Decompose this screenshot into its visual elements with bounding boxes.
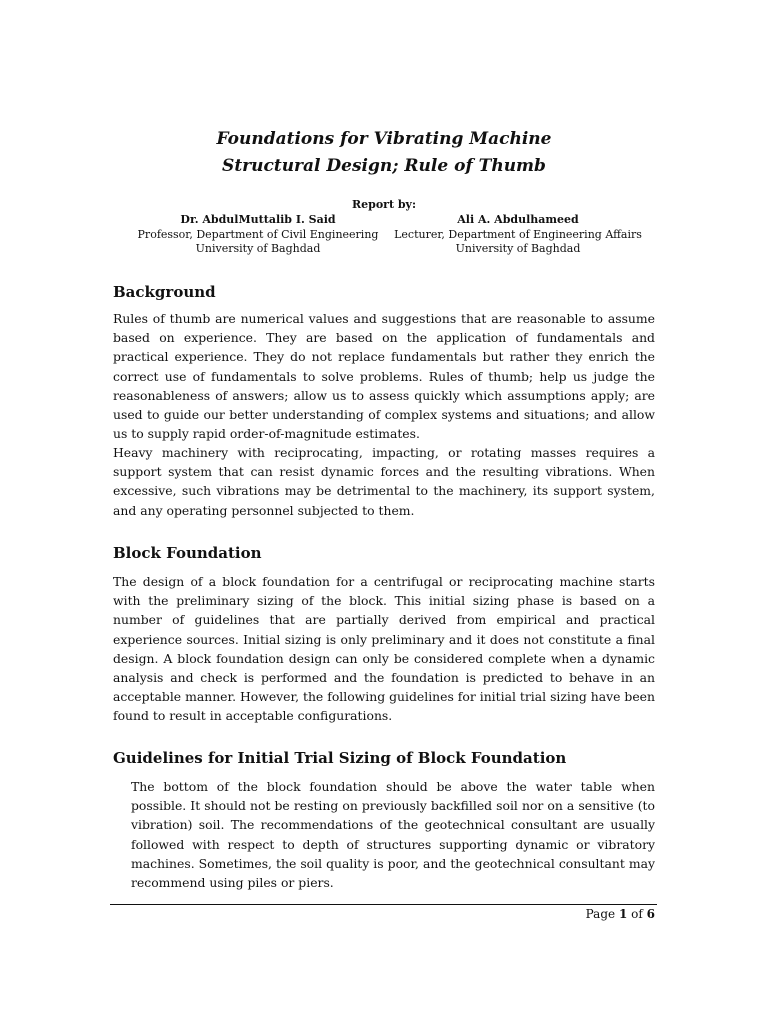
of-word: of bbox=[631, 907, 643, 921]
background-paragraph-2: Heavy machinery with reciprocating, impacting, or rotating masses requires a support system that can resist dynamic forces and the resulting vibrations. When excessive, such vibrations may be detrimental to the machinery, its support system, and any operating personnel subjected to them. bbox=[113, 445, 655, 518]
author-affiliation: University of Baghdad bbox=[195, 242, 321, 255]
author-position: Professor, Department of Civil Engineering bbox=[137, 227, 379, 241]
author-name: Ali A. Abdulhameed bbox=[457, 213, 579, 226]
background-paragraph-1: Rules of thumb are numerical values and suggestions that are reasonable to assume based on experience. They are based on the application of fundamentals and practical experience. They do not replace fundamentals but rather they enrich the correct use of fundamentals to solve problems. Rules of thumb; help us judge the reasonableness of answers; allow us to assess quickly which assumptions apply; are used to guide our better understanding of complex systems and situations; and allow us to supply rapid order-of-magnitude estimates. bbox=[113, 311, 655, 442]
total-pages: 6 bbox=[646, 907, 655, 921]
title-line-2: Structural Design; Rule of Thumb bbox=[222, 156, 546, 176]
title-line-1: Foundations for Vibrating Machine bbox=[216, 129, 552, 149]
author-name: Dr. AbdulMuttalib I. Said bbox=[180, 213, 336, 226]
section-heading-block-foundation: Block Foundation bbox=[113, 544, 262, 562]
current-page: 1 bbox=[618, 907, 628, 921]
section-heading-background: Background bbox=[113, 283, 216, 301]
section-heading-guidelines: Guidelines for Initial Trial Sizing of Block Foundation bbox=[113, 749, 567, 767]
report-by-label: Report by: bbox=[351, 198, 417, 211]
page-word: Page bbox=[585, 907, 616, 921]
page-number bbox=[586, 906, 655, 922]
block-foundation-paragraph: The design of a block foundation for a centrifugal or reciprocating machine starts with the preliminary sizing of the block. This initial sizing phase is based on a number of guidelines that are partially derived from empirical and practical experience sources. Initial sizing is only preliminary and it does not constitute a final design. A block foundation design can only be considered complete when a dynamic analysis and check is performed and the foundation is predicted to behave in an acceptable manner. However, the following guidelines for initial trial sizing have been found to result in acceptable configurations. bbox=[113, 574, 655, 724]
footer-divider bbox=[110, 904, 657, 905]
author-block-1 bbox=[128, 213, 388, 257]
author-block-2 bbox=[388, 213, 648, 257]
guidelines-paragraph: The bottom of the block foundation should be above the water table when possible. It should not be resting on previously backfilled soil nor on a sensitive (to vibration) soil. The recommendations of the geotechnical consultant are usually followed with respect to depth of structures supporting dynamic or vibratory machines. Sometimes, the soil quality is poor, and the geotechnical consultant may recommend using piles or piers. bbox=[131, 779, 655, 891]
author-position: Lecturer, Department of Engineering Affairs bbox=[394, 227, 642, 241]
author-affiliation: University of Baghdad bbox=[455, 242, 581, 255]
